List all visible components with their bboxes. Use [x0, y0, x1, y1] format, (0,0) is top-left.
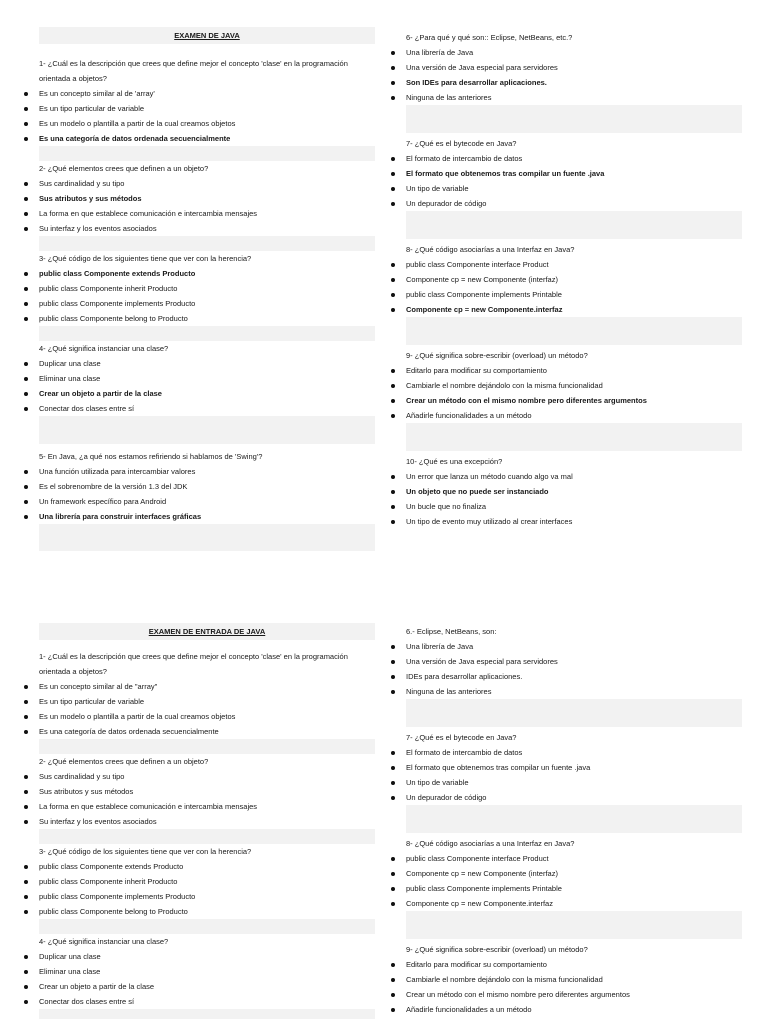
question-block	[406, 454, 742, 529]
answer-option: Editarlo para modificar su comportamiento	[406, 957, 742, 972]
answer-option: public class Componente implements Producto	[39, 296, 375, 311]
question-block	[39, 649, 375, 739]
question-block	[39, 341, 375, 416]
answer-option: Un tipo de variable	[406, 181, 742, 196]
shaded-spacer	[406, 805, 742, 833]
answer-option: Conectar dos clases entre sí	[39, 994, 375, 1009]
question-block	[406, 836, 742, 911]
question-text: 8- ¿Qué código asociarías a una Interfaz en Java?	[406, 245, 575, 254]
answer-option-marked: Componente cp = new Componente.interfaz	[406, 302, 742, 317]
shaded-spacer	[406, 911, 742, 939]
answer-option: Duplicar una clase	[39, 949, 375, 964]
answer-option: Componente cp = new Componente (interfaz)	[406, 866, 742, 881]
question-block	[39, 56, 375, 146]
shaded-spacer	[406, 699, 742, 727]
question-text: 6.- Eclipse, NetBeans, son:	[406, 627, 497, 636]
answer-option: Un tipo de variable	[406, 775, 742, 790]
answer-option: public class Componente interface Product	[406, 851, 742, 866]
question-text: 1- ¿Cuál es la descripción que crees que define mejor el concepto 'clase' en la programación orientada a objetos?	[39, 59, 348, 83]
shaded-spacer	[406, 317, 742, 345]
answer-option: public class Componente implements Printable	[406, 287, 742, 302]
answer-option: El formato de intercambio de datos	[406, 151, 742, 166]
answer-option: public class Componente extends Producto	[39, 859, 375, 874]
answer-option: IDEs para desarrollar aplicaciones.	[406, 669, 742, 684]
shaded-spacer	[39, 739, 375, 754]
question-text: 9- ¿Qué significa sobre-escribir (overload) un método?	[406, 351, 588, 360]
answer-option: Es el sobrenombre de la versión 1.3 del JDK	[39, 479, 375, 494]
answer-option: Su interfaz y los eventos asociados	[39, 221, 375, 236]
question-text: 2- ¿Qué elementos crees que definen a un objeto?	[39, 757, 209, 766]
answer-option: Crear un método con el mismo nombre pero diferentes argumentos	[406, 987, 742, 1002]
answer-option: Es un concepto similar al de 'array'	[39, 86, 375, 101]
sheet2-right-column	[406, 624, 742, 1017]
answer-option: Cambiarle el nombre dejándolo con la misma funcionalidad	[406, 378, 742, 393]
answer-option: Un bucle que no finaliza	[406, 499, 742, 514]
answer-option: Eliminar una clase	[39, 964, 375, 979]
sheet1-left-column	[39, 27, 375, 551]
answer-option: Es un modelo o plantilla a partir de la cual creamos objetos	[39, 709, 375, 724]
shaded-spacer	[39, 829, 375, 844]
answer-option-marked: Crear un método con el mismo nombre pero diferentes argumentos	[406, 393, 742, 408]
answer-option: Una versión de Java especial para servidores	[406, 654, 742, 669]
answer-option: Su interfaz y los eventos asociados	[39, 814, 375, 829]
shaded-spacer	[39, 146, 375, 161]
answer-option: Un tipo de evento muy utilizado al crear interfaces	[406, 514, 742, 529]
question-text: 4- ¿Qué significa instanciar una clase?	[39, 937, 169, 946]
question-block	[406, 730, 742, 805]
answer-option: public class Componente inherit Producto	[39, 874, 375, 889]
answer-option: Es un tipo particular de variable	[39, 101, 375, 116]
question-block	[39, 449, 375, 524]
answer-option: Añadirle funcionalidades a un método	[406, 408, 742, 423]
answer-option: Es un concepto similar al de "array"	[39, 679, 375, 694]
shaded-spacer	[406, 211, 742, 239]
question-block	[39, 934, 375, 1009]
answer-option-marked: public class Componente extends Producto	[39, 266, 375, 281]
sheet1-right-column	[406, 30, 742, 529]
answer-option-marked: El formato que obtenemos tras compilar un fuente .java	[406, 166, 742, 181]
answer-option: Sus cardinalidad y su tipo	[39, 176, 375, 191]
answer-option: public class Componente implements Producto	[39, 889, 375, 904]
question-block	[39, 844, 375, 919]
question-text: 7- ¿Qué es el bytecode en Java?	[406, 139, 517, 148]
question-text: 8- ¿Qué código asociarías a una Interfaz en Java?	[406, 839, 575, 848]
question-text: 9- ¿Qué significa sobre-escribir (overload) un método?	[406, 945, 588, 954]
sheet2-left-column	[39, 623, 375, 1019]
answer-option: Es un tipo particular de variable	[39, 694, 375, 709]
question-block	[406, 136, 742, 211]
answer-option-marked: Un objeto que no puede ser instanciado	[406, 484, 742, 499]
answer-option: Componente cp = new Componente (interfaz)	[406, 272, 742, 287]
question-text: 5- En Java, ¿a qué nos estamos refiriendo si hablamos de 'Swing'?	[39, 452, 263, 461]
answer-option: Un error que lanza un método cuando algo va mal	[406, 469, 742, 484]
question-block	[406, 348, 742, 423]
answer-option: Un depurador de código	[406, 196, 742, 211]
question-text: 6- ¿Para qué y qué son:: Eclipse, NetBeans, etc.?	[406, 33, 573, 42]
question-block	[39, 251, 375, 326]
answer-option: public class Componente inherit Producto	[39, 281, 375, 296]
answer-option: public class Componente belong to Producto	[39, 311, 375, 326]
question-text: 4- ¿Qué significa instanciar una clase?	[39, 344, 169, 353]
question-block	[39, 161, 375, 236]
shaded-spacer	[39, 919, 375, 934]
question-block	[39, 754, 375, 829]
answer-option: Una librería de Java	[406, 639, 742, 654]
shaded-spacer	[39, 236, 375, 251]
answer-option-marked: Son IDEs para desarrollar aplicaciones.	[406, 75, 742, 90]
answer-option: La forma en que establece comunicación e intercambia mensajes	[39, 799, 375, 814]
question-block	[406, 942, 742, 1017]
answer-option-marked: Sus atributos y sus métodos	[39, 191, 375, 206]
answer-option: Crear un objeto a partir de la clase	[39, 979, 375, 994]
question-text: 7- ¿Qué es el bytecode en Java?	[406, 733, 517, 742]
answer-option: Sus atributos y sus métodos	[39, 784, 375, 799]
answer-option: Una librería de Java	[406, 45, 742, 60]
question-text: 1- ¿Cuál es la descripción que crees que define mejor el concepto 'clase' en la programación orientada a objetos?	[39, 652, 348, 676]
answer-option: El formato que obtenemos tras compilar un fuente .java	[406, 760, 742, 775]
answer-option-marked: Es una categoría de datos ordenada secuencialmente	[39, 131, 375, 146]
question-text: 2- ¿Qué elementos crees que definen a un objeto?	[39, 164, 209, 173]
exam-title: EXAMEN DE JAVA	[39, 27, 375, 44]
question-block	[406, 30, 742, 105]
answer-option: Ninguna de las anteriores	[406, 684, 742, 699]
shaded-spacer	[39, 1009, 375, 1019]
answer-option-marked: Crear un objeto a partir de la clase	[39, 386, 375, 401]
shaded-spacer	[39, 524, 375, 551]
answer-option: Un depurador de código	[406, 790, 742, 805]
answer-option: La forma en que establece comunicación e intercambia mensajes	[39, 206, 375, 221]
shaded-spacer	[406, 423, 742, 451]
question-text: 10- ¿Qué es una excepción?	[406, 457, 503, 466]
answer-option: Es un modelo o plantilla a partir de la cual creamos objetos	[39, 116, 375, 131]
answer-option: Un framework específico para Android	[39, 494, 375, 509]
answer-option: Una versión de Java especial para servidores	[406, 60, 742, 75]
answer-option: Añadirle funcionalidades a un método	[406, 1002, 742, 1017]
answer-option: Una función utilizada para intercambiar valores	[39, 464, 375, 479]
answer-option: Ninguna de las anteriores	[406, 90, 742, 105]
question-text: 3- ¿Qué código de los siguientes tiene que ver con la herencia?	[39, 254, 252, 263]
answer-option: Conectar dos clases entre sí	[39, 401, 375, 416]
exam-title: EXAMEN DE ENTRADA DE JAVA	[39, 623, 375, 640]
shaded-spacer	[406, 105, 742, 133]
answer-option: public class Componente belong to Producto	[39, 904, 375, 919]
answer-option: Eliminar una clase	[39, 371, 375, 386]
answer-option: public class Componente interface Product	[406, 257, 742, 272]
shaded-spacer	[39, 326, 375, 341]
answer-option: El formato de intercambio de datos	[406, 745, 742, 760]
shaded-spacer	[39, 416, 375, 444]
answer-option: Editarlo para modificar su comportamiento	[406, 363, 742, 378]
answer-option: public class Componente implements Printable	[406, 881, 742, 896]
answer-option: Cambiarle el nombre dejándolo con la misma funcionalidad	[406, 972, 742, 987]
question-text: 3- ¿Qué código de los siguientes tiene que ver con la herencia?	[39, 847, 252, 856]
question-block	[406, 624, 742, 699]
answer-option: Componente cp = new Componente.interfaz	[406, 896, 742, 911]
answer-option: Duplicar una clase	[39, 356, 375, 371]
answer-option: Es una categoría de datos ordenada secuencialmente	[39, 724, 375, 739]
question-block	[406, 242, 742, 317]
answer-option: Sus cardinalidad y su tipo	[39, 769, 375, 784]
answer-option-marked: Una librería para construir interfaces gráficas	[39, 509, 375, 524]
